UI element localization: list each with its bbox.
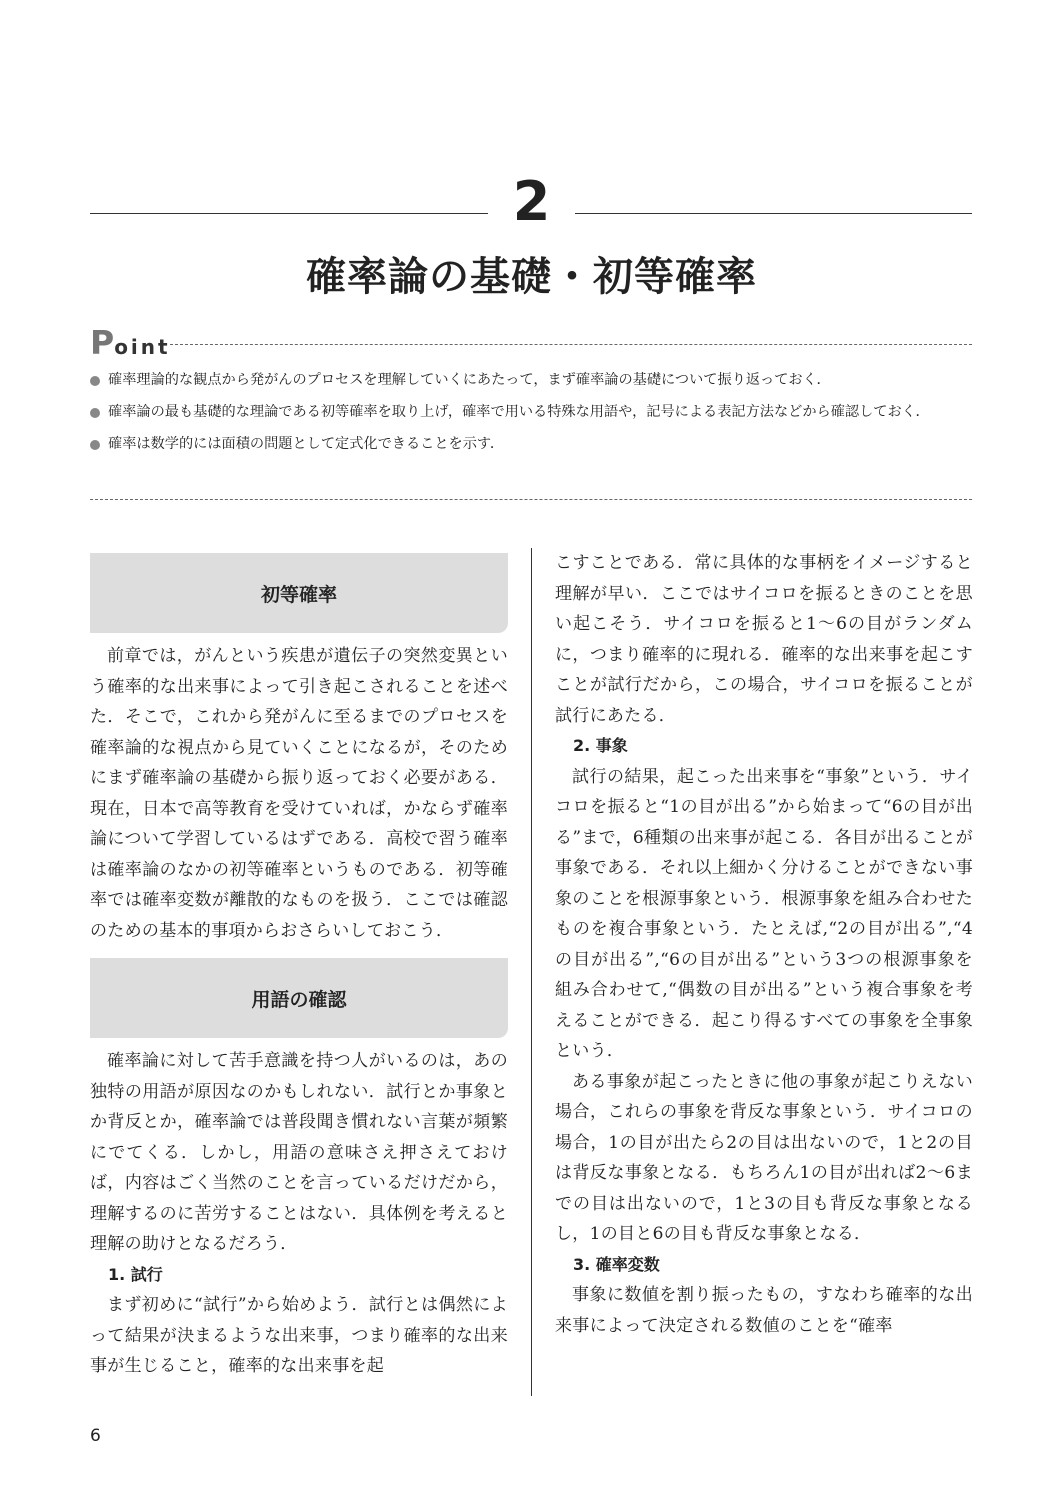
point-item	[90, 366, 974, 395]
right-column	[555, 548, 973, 1341]
spacer	[90, 633, 508, 641]
left-column	[90, 553, 508, 1382]
column-divider	[531, 548, 532, 1396]
chapter-rule-left	[90, 213, 488, 214]
section-heading-elementary-probability: 初等確率	[90, 553, 508, 633]
point-item	[90, 430, 974, 459]
chapter-title: 確率論の基礎・初等確率	[306, 254, 757, 300]
subheading-random-variable: 3. 確率変数	[573, 1254, 660, 1274]
spacer	[90, 1038, 508, 1046]
paragraph: 確率論に対して苦手意識を持つ人がいるのは，あの独特の用語が原因なのかもしれない．試行とか事象とか背反とか，確率論では普段聞き慣れない言葉が頻繁にでてくる．しかし，用語の意味さえ押さえておけば，内容はごく当然のことを言っているだけだから，理解するのに苦労することはない．具体例を考えると理解の助けとなるだろう．	[90, 1051, 508, 1254]
paragraph: 前章では，がんという疾患が遺伝子の突然変異という確率的な出来事によって引き起こされることを述べた．そこで，これから発がんに至るまでのプロセスを確率論的な視点から見ていくことになるが，そのためにまず確率論の基礎から振り返っておく必要がある．現在，日本で高等教育を受けていれば，かならず確率論について学習しているはずである．高校で習う確率は確率論のなかの初等確率というものである．初等確率では確率変数が離散的なものを扱う．ここでは確認のための基本的事項からおさらいしておこう．	[90, 646, 508, 941]
chapter-rule-right	[575, 213, 972, 214]
point-heading	[90, 323, 171, 362]
subheading-trial: 1. 試行	[108, 1264, 163, 1284]
point-item-text: 確率論の最も基礎的な理論である初等確率を取り上げ，確率で用いる特殊な用語や，記号による表記方法などから確認しておく．	[108, 404, 930, 420]
bullet-icon	[90, 408, 100, 418]
point-divider-top	[170, 344, 972, 345]
spacer	[90, 946, 508, 958]
chapter-number: 2	[512, 170, 551, 233]
paragraph: まず初めに“試行”から始めよう．試行とは偶然によって結果が決まるような出来事，つまり確率的な出来事が生じること，確率的な出来事を起	[90, 1295, 508, 1376]
point-item	[90, 398, 974, 427]
point-item-text: 確率理論的な観点から発がんのプロセスを理解していくにあたって，まず確率論の基礎について振り返っておく．	[108, 372, 831, 388]
point-item-text: 確率は数学的には面積の問題として定式化できることを示す．	[108, 436, 505, 452]
subheading-event: 2. 事象	[573, 736, 628, 755]
point-heading-initial: P	[90, 323, 115, 362]
bullet-icon	[90, 440, 100, 450]
paragraph-continuation: こすことである．常に具体的な事柄をイメージすると理解が早い．ここではサイコロを振るときのことを思い起こそう．サイコロを振ると1〜6の目がランダムに，つまり確率的に現れる．確率的な出来事を起こすことが試行だから，この場合，サイコロを振ることが試行にあたる．	[555, 553, 973, 726]
bullet-icon	[90, 376, 100, 386]
point-divider-bottom	[90, 499, 972, 500]
section-heading-terminology: 用語の確認	[90, 958, 508, 1038]
point-heading-rest: oint	[114, 335, 171, 359]
point-list	[90, 366, 974, 462]
paragraph: ある事象が起こったときに他の事象が起こりえない場合，これらの事象を背反な事象という．サイコロの場合，1の目が出たら2の目は出ないので，1と2の目は背反な事象となる．もちろん1の目が出れば2〜6までの目は出ないので，1と3の目も背反な事象となるし，1の目と6の目も背反な事象となる．	[555, 1071, 973, 1244]
page-number: 6	[90, 1426, 101, 1446]
paragraph: 試行の結果，起こった出来事を“事象”という．サイコロを振ると“1の目が出る”から始まって“6の目が出る”まで，6種類の出来事が起こる．各目が出ることが事象である．それ以上細かく分けることができない事象のことを根源事象という．根源事象を組み合わせたものを複合事象という．たとえば,“2の目が出る”,“4の目が出る”,“6の目が出る”という3つの根源事象を組み合わせて,“偶数の目が出る”という複合事象を考えることができる．起こり得るすべての事象を全事象という．	[555, 766, 973, 1061]
paragraph: 事象に数値を割り振ったもの，すなわち確率的な出来事によって決定される数値のことを“確率	[555, 1285, 973, 1336]
